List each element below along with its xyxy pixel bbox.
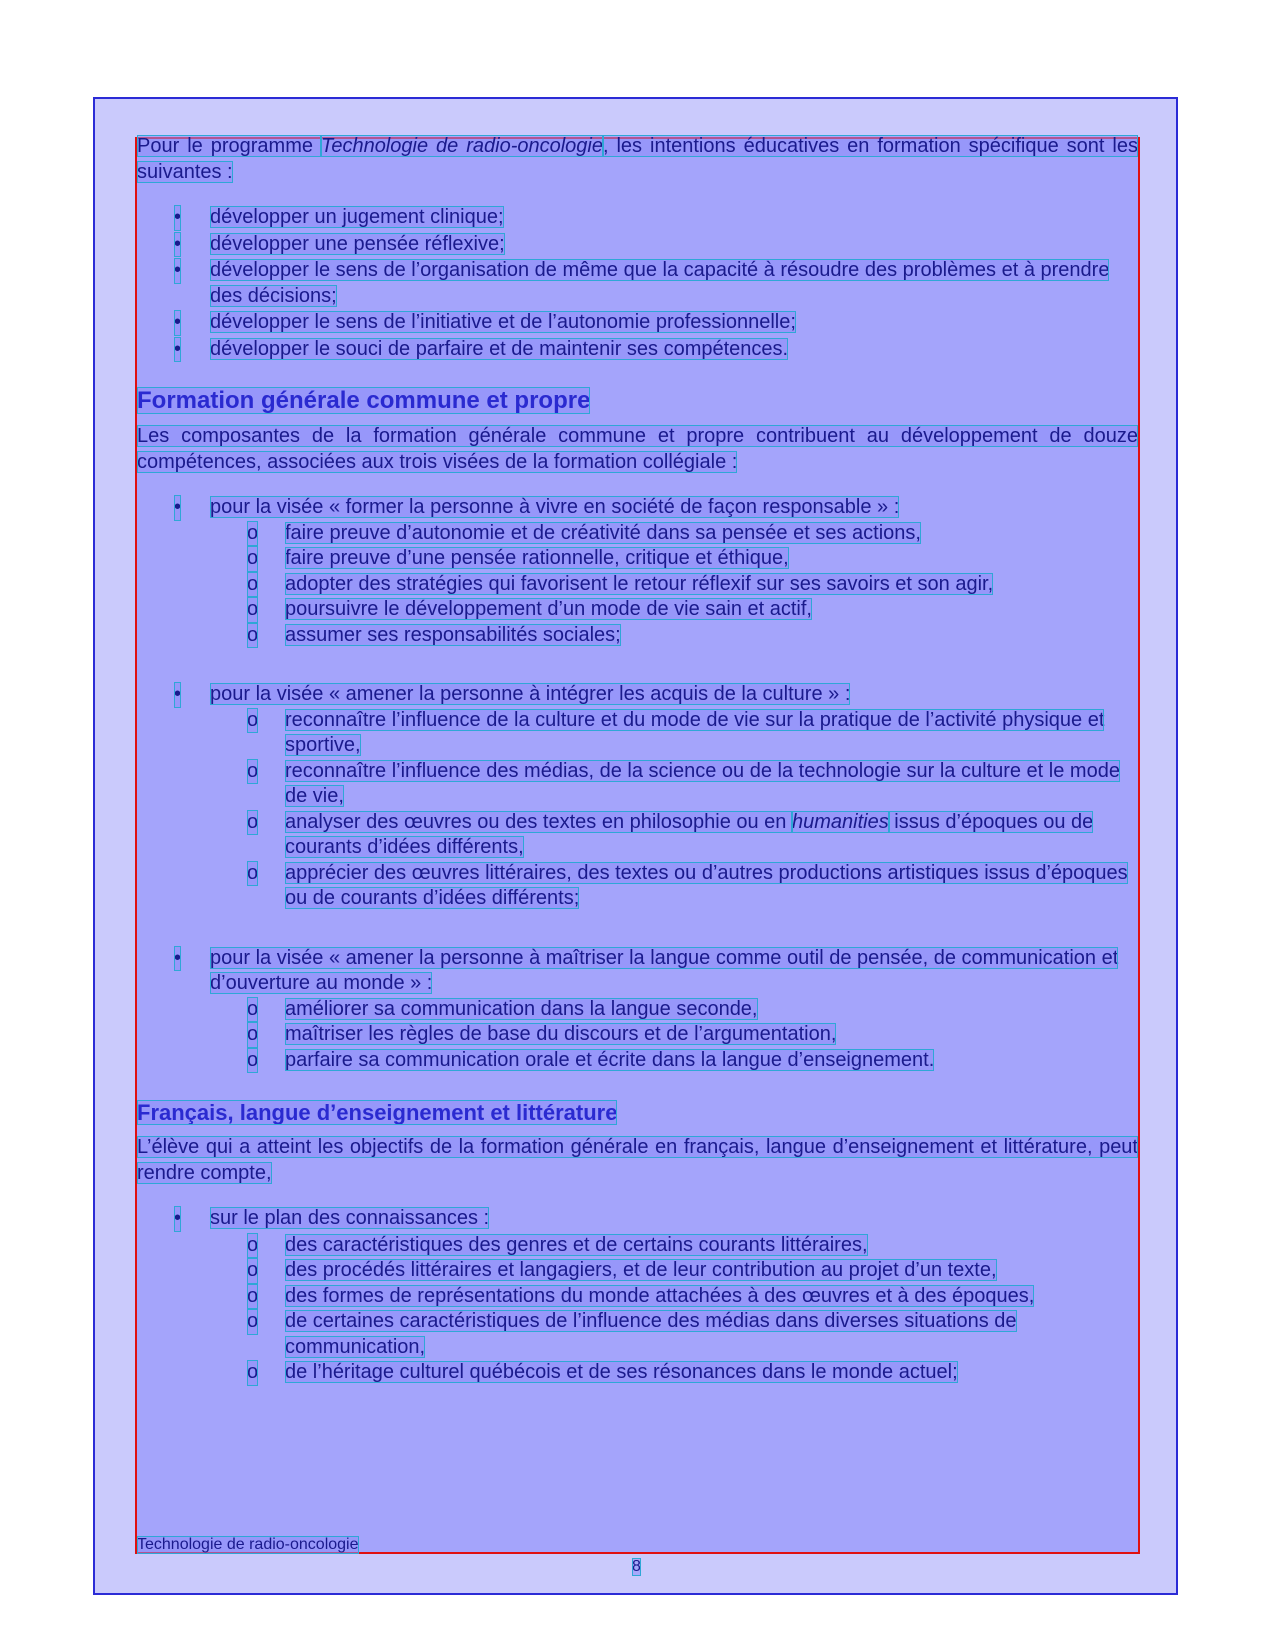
list-item: • développer le souci de parfaire et de maintenir ses compétences.: [137, 337, 1138, 363]
bullet-marker: •: [174, 310, 181, 336]
sub-bullet-marker: o: [247, 1258, 258, 1284]
plan-item: • sur le plan des connaissances :: [137, 1206, 1138, 1232]
connaissances-list: [137, 1206, 1138, 1386]
sub-list-item: o maîtriser les règles de base du discours et de l’argumentation,: [137, 1022, 1138, 1048]
sub-bullet-marker: o: [247, 572, 258, 598]
document-body: [137, 134, 1138, 1386]
section2-intro: L’élève qui a atteint les objectifs de la formation générale en français, langue d’enseignement et littérature, peut rendre compte,: [137, 1136, 1138, 1184]
sub-bullet-marker: o: [247, 1284, 258, 1310]
intro-text-2: , les intentions éducatives en formation spécifique sont les suivantes :: [137, 135, 1138, 183]
sub-list-item: o améliorer sa communication dans la langue seconde,: [137, 997, 1138, 1023]
sub-list-item: o reconnaître l’influence de la culture et du mode de vie sur la pratique de l’activité physique et sportive,: [247, 708, 1105, 756]
bullet-marker: •: [174, 1206, 181, 1232]
sub-list-item: o analyser des œuvres ou des textes en philosophie ou en humanities issus d’époques ou de courants d’idées différents,: [247, 810, 1094, 858]
sub-bullet-marker: o: [247, 521, 258, 547]
list-item: • développer le sens de l’organisation de même que la capacité à résoudre des problèmes et à prendre des décisions;: [174, 259, 1110, 307]
visee-list-2: [137, 682, 1138, 912]
sub-bullet-marker: o: [247, 708, 258, 734]
sub-list-item: o des caractéristiques des genres et de certains courants littéraires,: [137, 1233, 1138, 1259]
visee-list-1: [137, 495, 1138, 648]
bullet-marker: •: [174, 258, 181, 284]
sub-list-item: o de certaines caractéristiques de l’influence des médias dans diverses situations de communication,: [247, 1310, 1017, 1358]
visee-item: • pour la visée « amener la personne à intégrer les acquis de la culture » :: [137, 682, 1138, 708]
page-number: 8: [632, 1558, 641, 1575]
sub-list-item: o adopter des stratégies qui favorisent le retour réflexif sur ses savoirs et son agir,: [137, 572, 1138, 598]
intro-paragraph: [137, 134, 1138, 185]
sub-list-item: o reconnaître l’influence des médias, de la science ou de la technologie sur la culture et le mode de vie,: [247, 759, 1120, 807]
sub-bullet-marker: o: [247, 597, 258, 623]
sub-bullet-marker: o: [247, 1360, 258, 1386]
intro-text-1: Pour le programme: [137, 135, 321, 157]
bullet-marker: •: [174, 682, 181, 708]
intentions-list: [137, 205, 1138, 362]
humanities-term: humanities: [791, 810, 889, 833]
sub-bullet-marker: o: [247, 1233, 258, 1259]
bullet-marker: •: [174, 946, 181, 972]
visee-item: • pour la visée « amener la personne à maîtriser la langue comme outil de pensée, de communication et d’ouverture au monde » :: [174, 946, 1119, 994]
sub-bullet-marker: o: [247, 759, 258, 785]
sub-bullet-marker: o: [247, 997, 258, 1023]
sub-list-item: o de l’héritage culturel québécois et de ses résonances dans le monde actuel;: [137, 1360, 1138, 1386]
list-item: • développer un jugement clinique;: [137, 205, 1138, 231]
sub-bullet-marker: o: [247, 546, 258, 572]
list-item: • développer une pensée réflexive;: [137, 232, 1138, 258]
sub-list-item: o parfaire sa communication orale et écrite dans la langue d’enseignement.: [137, 1048, 1138, 1074]
sub-list-item: o apprécier des œuvres littéraires, des textes ou d’autres productions artistiques issus d’époques ou de courants d’idées différents;: [247, 861, 1128, 909]
footer-program-name: Technologie de radio-oncologie: [137, 1536, 359, 1553]
section1-intro: Les composantes de la formation générale commune et propre contribuent au développement de douze compétences, associées aux trois visées de la formation collégiale :: [137, 425, 1138, 473]
bullet-marker: •: [174, 495, 181, 521]
program-name: Technologie de radio-oncologie: [320, 135, 603, 157]
section-heading-francais: Français, langue d’enseignement et littérature: [137, 1100, 618, 1125]
sub-list-item: o des formes de représentations du monde attachées à des œuvres et à des époques,: [137, 1284, 1138, 1310]
sub-list-item: o poursuivre le développement d’un mode de vie sain et actif,: [137, 597, 1138, 623]
bullet-marker: •: [174, 337, 181, 363]
sub-bullet-marker: o: [247, 623, 258, 649]
section-heading-formation-generale: Formation générale commune et propre: [137, 387, 591, 414]
sub-bullet-marker: o: [247, 1022, 258, 1048]
sub-bullet-marker: o: [247, 1309, 258, 1335]
bullet-marker: •: [174, 205, 181, 231]
visee-item: • pour la visée « former la personne à vivre en société de façon responsable » :: [137, 495, 1138, 521]
list-item: • développer le sens de l’initiative et de l’autonomie professionnelle;: [137, 310, 1138, 336]
sub-list-item: o faire preuve d’une pensée rationnelle, critique et éthique,: [137, 546, 1138, 572]
sub-bullet-marker: o: [247, 810, 258, 836]
sub-list-item: o des procédés littéraires et langagiers, et de leur contribution au projet d’un texte,: [137, 1258, 1138, 1284]
sub-bullet-marker: o: [247, 861, 258, 887]
bullet-marker: •: [174, 232, 181, 258]
sub-bullet-marker: o: [247, 1048, 258, 1074]
sub-list-item: o faire preuve d’autonomie et de créativité dans sa pensée et ses actions,: [137, 521, 1138, 547]
visee-list-3: [137, 946, 1138, 1074]
sub-list-item: o assumer ses responsabilités sociales;: [137, 623, 1138, 649]
